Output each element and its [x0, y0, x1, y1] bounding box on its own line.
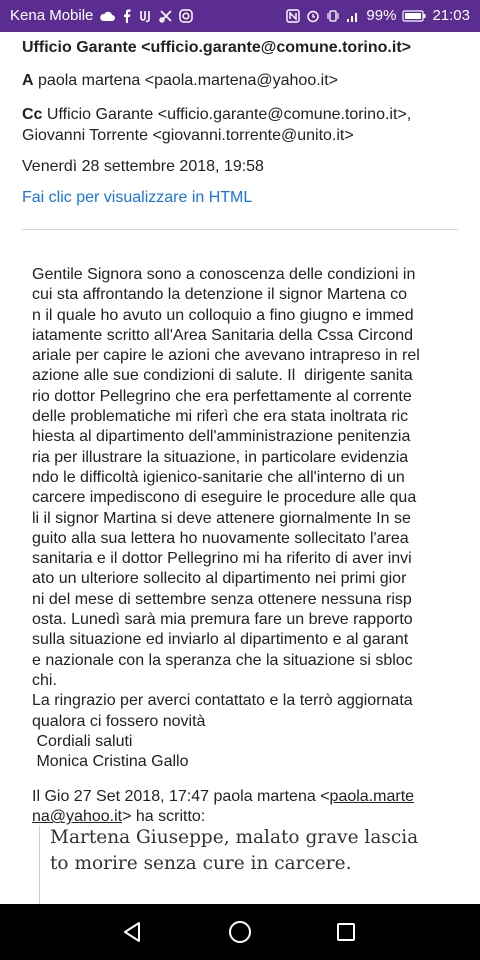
- navigation-bar: [0, 904, 480, 960]
- from-line: [22, 37, 468, 58]
- quote-intro: [32, 787, 452, 828]
- cc-line: [22, 104, 468, 146]
- header-divider: [22, 229, 458, 230]
- view-html-link[interactable]: Fai clic per visualizzare in HTML: [22, 189, 253, 206]
- scissors-icon: [159, 9, 173, 23]
- cc-label: Cc: [22, 106, 43, 123]
- quote-email-link-b[interactable]: na@yahoo.it: [32, 808, 123, 826]
- clock: 21:03: [432, 7, 470, 24]
- cc-recipient-2[interactable]: Giovanni Torrente <giovanni.torrente@unito.it>: [22, 127, 354, 144]
- battery-icon: [402, 10, 426, 22]
- facebook-icon: [121, 9, 133, 23]
- email-date: Venerdì 28 settembre 2018, 19:58: [22, 158, 264, 175]
- cc-recipient-1[interactable]: Ufficio Garante <ufficio.garante@comune.torino.it>,: [46, 106, 412, 123]
- sender[interactable]: Ufficio Garante <ufficio.garante@comune.torino.it>: [22, 39, 411, 56]
- carrier-name: Kena Mobile: [10, 7, 94, 24]
- home-icon[interactable]: [224, 916, 256, 948]
- alarm-icon: [306, 9, 320, 23]
- quote-intro-suffix: > ha scritto:: [122, 808, 206, 826]
- quoted-message: Martena Giuseppe, malato grave lascia to morire senza cure in carcere.: [50, 827, 419, 874]
- cloud-icon: [99, 10, 115, 22]
- to-label: A: [22, 72, 34, 89]
- email-view[interactable]: [0, 32, 480, 904]
- battery-percent: 99%: [366, 7, 397, 24]
- to-line: [22, 70, 468, 91]
- signal-icon: [346, 9, 360, 23]
- recents-icon[interactable]: [330, 916, 362, 948]
- instagram-icon: [179, 9, 193, 23]
- quote-email-link-a[interactable]: paola.marte: [329, 788, 415, 805]
- to-recipient[interactable]: paola martena <paola.martena@yahoo.it>: [38, 72, 339, 89]
- back-icon[interactable]: [117, 916, 149, 948]
- quote-intro-prefix: Il Gio 27 Set 2018, 17:47 paola martena <: [32, 788, 330, 805]
- uj-icon: [139, 9, 153, 23]
- email-body: Gentile Signora sono a conoscenza delle condizioni in cui sta affrontando la detenzione il signor Martena co n il quale ho avuto un colloquio a fino giugno e immed iatamente scritto all'Area Sanitaria della Cssa Circond ariale per capire le azioni che avevano intrapreso in rel azione alle sue condizioni di salute. Il dirigente sanita rio dottor Pellegrino che era perfettamente al corrente delle problematiche mi riferì che era stata inoltrata ric hiesta al dipartimento dell'amministrazione penitenzia ria per illustrare la situazione, in particolare evidenzia ndo le difficoltà igienico-sanitarie che all'interno di un carcere impediscono di eseguire le procedure alle qua li il signor Martina si deve attenere giornalmente In se guito alla sua lettera ho nuovamente sollecitato l'area sanitaria e il dottor Pellegrino mi ha riferito di aver invi ato un ulteriore sollecito al dipartimento nei primi gior ni del mese di settembre senza ottenere nessuna risp osta. Lunedì sarà mia premura fare un breve rapporto sulla situazione ed inviarlo al dipartimento e al garant e nazionale con la speranza che la situazione si sbloc chi. La ringrazio per averci contattato e la terrò aggiornata qualora ci fossero novità Cordiali saluti Monica Cristina Gallo: [32, 266, 420, 771]
- vibrate-icon: [326, 9, 340, 23]
- quote-bar: [39, 825, 40, 904]
- status-bar: [0, 0, 480, 32]
- nfc-icon: [286, 9, 300, 23]
